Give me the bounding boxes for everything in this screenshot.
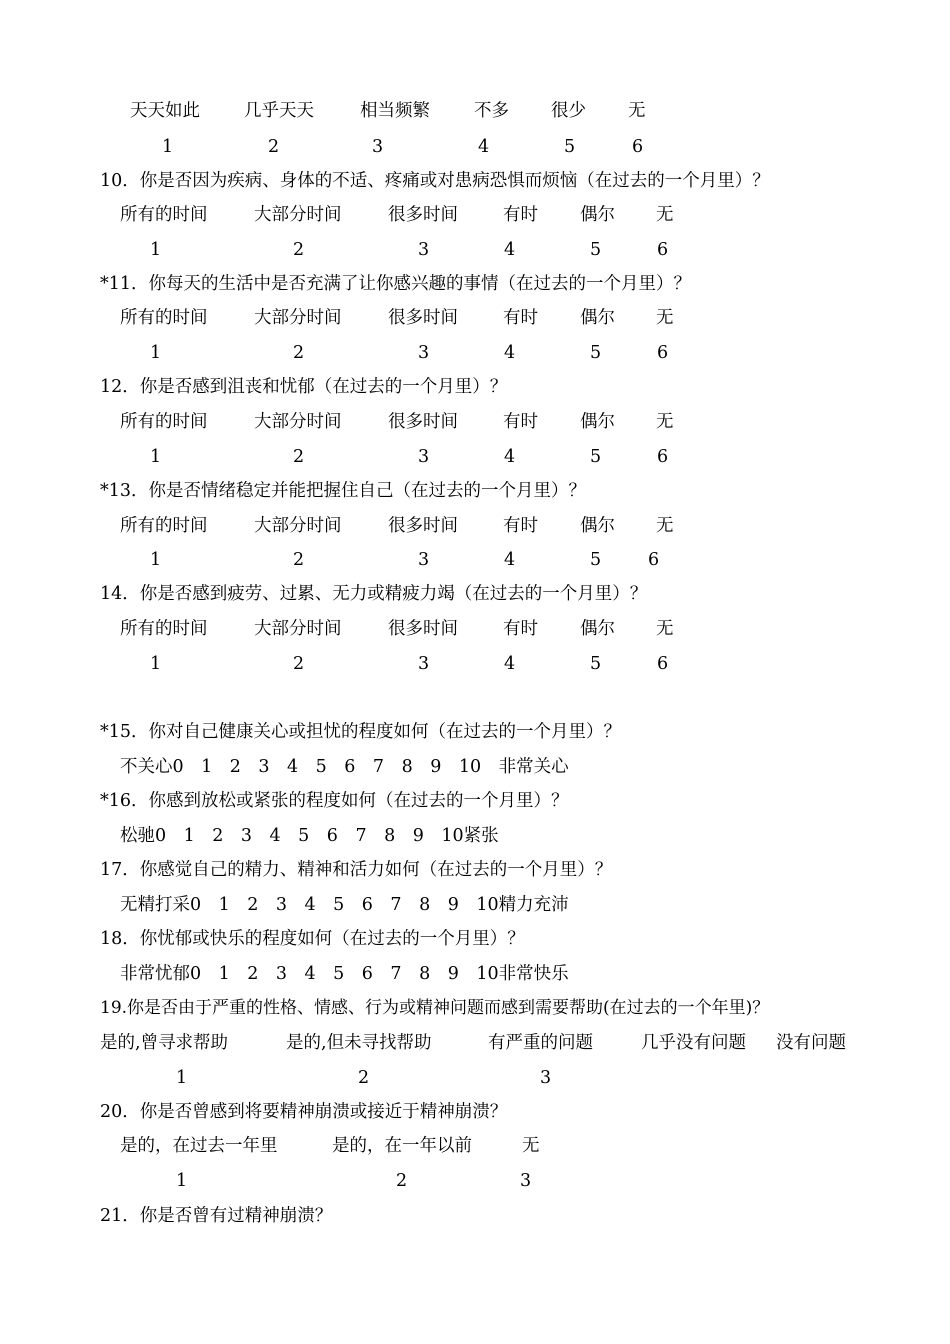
option-label: 很多时间 (388, 412, 458, 432)
question-20: 20．你是否曾感到将要精神崩溃或接近于精神崩溃？ (100, 1102, 508, 1122)
rating-scale: 松驰0 1 2 3 4 5 6 7 8 9 10紧张 (120, 826, 499, 846)
option-number: 1 (150, 447, 162, 467)
option-number: 5 (590, 550, 602, 570)
option-label: 无 (656, 205, 674, 225)
option-number: 6 (657, 654, 669, 674)
option-label: 有时 (503, 619, 538, 639)
option-number: 6 (648, 550, 660, 570)
option-number: 1 (150, 240, 162, 260)
option-number: 3 (372, 137, 384, 157)
option-label: 有时 (503, 516, 538, 536)
option-label: 有时 (503, 205, 538, 225)
option-label: 所有的时间 (120, 516, 208, 536)
option-label: 偶尔 (580, 205, 615, 225)
option-label: 无 (628, 101, 646, 121)
option-label: 很多时间 (388, 619, 458, 639)
option-label: 无 (656, 412, 674, 432)
option-label: 很多时间 (388, 516, 458, 536)
option-label: 无 (522, 1136, 540, 1156)
option-label: 没有问题 (776, 1033, 846, 1053)
rating-scale: 无精打采0 1 2 3 4 5 6 7 8 9 10精力充沛 (120, 895, 569, 915)
option-number: 3 (418, 447, 430, 467)
option-label: 相当频繁 (360, 101, 430, 121)
question-15: *15．你对自己健康关心或担忧的程度如何（在过去的一个月里）？ (100, 722, 622, 742)
question-14: 14．你是否感到疲劳、过累、无力或精疲力竭（在过去的一个月里）？ (100, 584, 648, 604)
option-number: 1 (150, 550, 162, 570)
option-number: 4 (478, 137, 490, 157)
option-number: 2 (293, 654, 305, 674)
option-number: 6 (632, 137, 644, 157)
option-label: 无 (656, 619, 674, 639)
option-number: 2 (293, 343, 305, 363)
option-number: 5 (590, 654, 602, 674)
option-label: 无 (656, 308, 674, 328)
option-label: 很少 (551, 101, 586, 121)
option-number: 2 (293, 550, 305, 570)
option-label: 大部分时间 (254, 412, 342, 432)
option-label: 所有的时间 (120, 205, 208, 225)
option-label: 有时 (503, 308, 538, 328)
option-number: 2 (358, 1068, 370, 1088)
option-label: 很多时间 (388, 308, 458, 328)
option-label: 所有的时间 (120, 619, 208, 639)
option-number: 2 (293, 240, 305, 260)
question-12: 12．你是否感到沮丧和忧郁（在过去的一个月里）？ (100, 377, 508, 397)
option-label: 几乎没有问题 (641, 1033, 746, 1053)
option-number: 1 (150, 343, 162, 363)
option-number: 4 (504, 240, 516, 260)
rating-scale: 不关心0 1 2 3 4 5 6 7 8 9 10 非常关心 (120, 757, 569, 777)
option-number: 3 (520, 1171, 532, 1191)
option-number: 3 (418, 240, 430, 260)
option-number: 5 (564, 137, 576, 157)
option-number: 4 (504, 654, 516, 674)
option-number: 6 (657, 240, 669, 260)
option-number: 4 (504, 343, 516, 363)
option-number: 5 (590, 343, 602, 363)
option-label: 不多 (474, 101, 509, 121)
option-label: 几乎天天 (244, 101, 314, 121)
option-label: 偶尔 (580, 516, 615, 536)
option-label: 无 (656, 516, 674, 536)
option-label: 大部分时间 (254, 516, 342, 536)
question-13: *13．你是否情绪稳定并能把握住自己（在过去的一个月里）？ (100, 481, 587, 501)
option-number: 6 (657, 343, 669, 363)
question-11: *11．你每天的生活中是否充满了让你感兴趣的事情（在过去的一个月里）？ (100, 274, 692, 294)
option-label: 有严重的问题 (488, 1033, 593, 1053)
option-label: 是的，在一年以前 (332, 1136, 472, 1156)
option-number: 3 (418, 654, 430, 674)
option-number: 3 (418, 343, 430, 363)
option-number: 1 (162, 137, 174, 157)
option-number: 1 (176, 1068, 188, 1088)
option-number: 5 (590, 240, 602, 260)
option-label: 是的,曾寻求帮助 (100, 1033, 229, 1053)
option-label: 天天如此 (130, 101, 200, 121)
option-number: 1 (176, 1171, 188, 1191)
option-label: 是的,但未寻找帮助 (286, 1033, 432, 1053)
option-label: 偶尔 (580, 619, 615, 639)
option-label: 有时 (503, 412, 538, 432)
option-number: 5 (590, 447, 602, 467)
option-number: 3 (540, 1068, 552, 1088)
option-label: 大部分时间 (254, 308, 342, 328)
question-18: 18．你忧郁或快乐的程度如何（在过去的一个月里）？ (100, 929, 525, 949)
question-21: 21．你是否曾有过精神崩溃？ (100, 1206, 333, 1226)
option-label: 是的，在过去一年里 (120, 1136, 278, 1156)
option-label: 大部分时间 (254, 619, 342, 639)
option-label: 很多时间 (388, 205, 458, 225)
question-16: *16．你感到放松或紧张的程度如何（在过去的一个月里）？ (100, 791, 569, 811)
question-17: 17．你感觉自己的精力、精神和活力如何（在过去的一个月里）？ (100, 860, 613, 880)
option-number: 6 (657, 447, 669, 467)
rating-scale: 非常忧郁0 1 2 3 4 5 6 7 8 9 10非常快乐 (120, 964, 569, 984)
option-number: 2 (396, 1171, 408, 1191)
option-label: 偶尔 (580, 308, 615, 328)
option-label: 所有的时间 (120, 308, 208, 328)
option-number: 2 (268, 137, 280, 157)
option-number: 1 (150, 654, 162, 674)
option-label: 大部分时间 (254, 205, 342, 225)
option-number: 4 (504, 550, 516, 570)
option-label: 偶尔 (580, 412, 615, 432)
option-number: 3 (418, 550, 430, 570)
option-number: 2 (293, 447, 305, 467)
option-label: 所有的时间 (120, 412, 208, 432)
question-10: 10．你是否因为疾病、身体的不适、疼痛或对患病恐惧而烦恼（在过去的一个月里）？ (100, 171, 770, 191)
question-19: 19.你是否由于严重的性格、情感、行为或精神问题而感到需要帮助(在过去的一个年里)？ (100, 998, 770, 1018)
option-number: 4 (504, 447, 516, 467)
